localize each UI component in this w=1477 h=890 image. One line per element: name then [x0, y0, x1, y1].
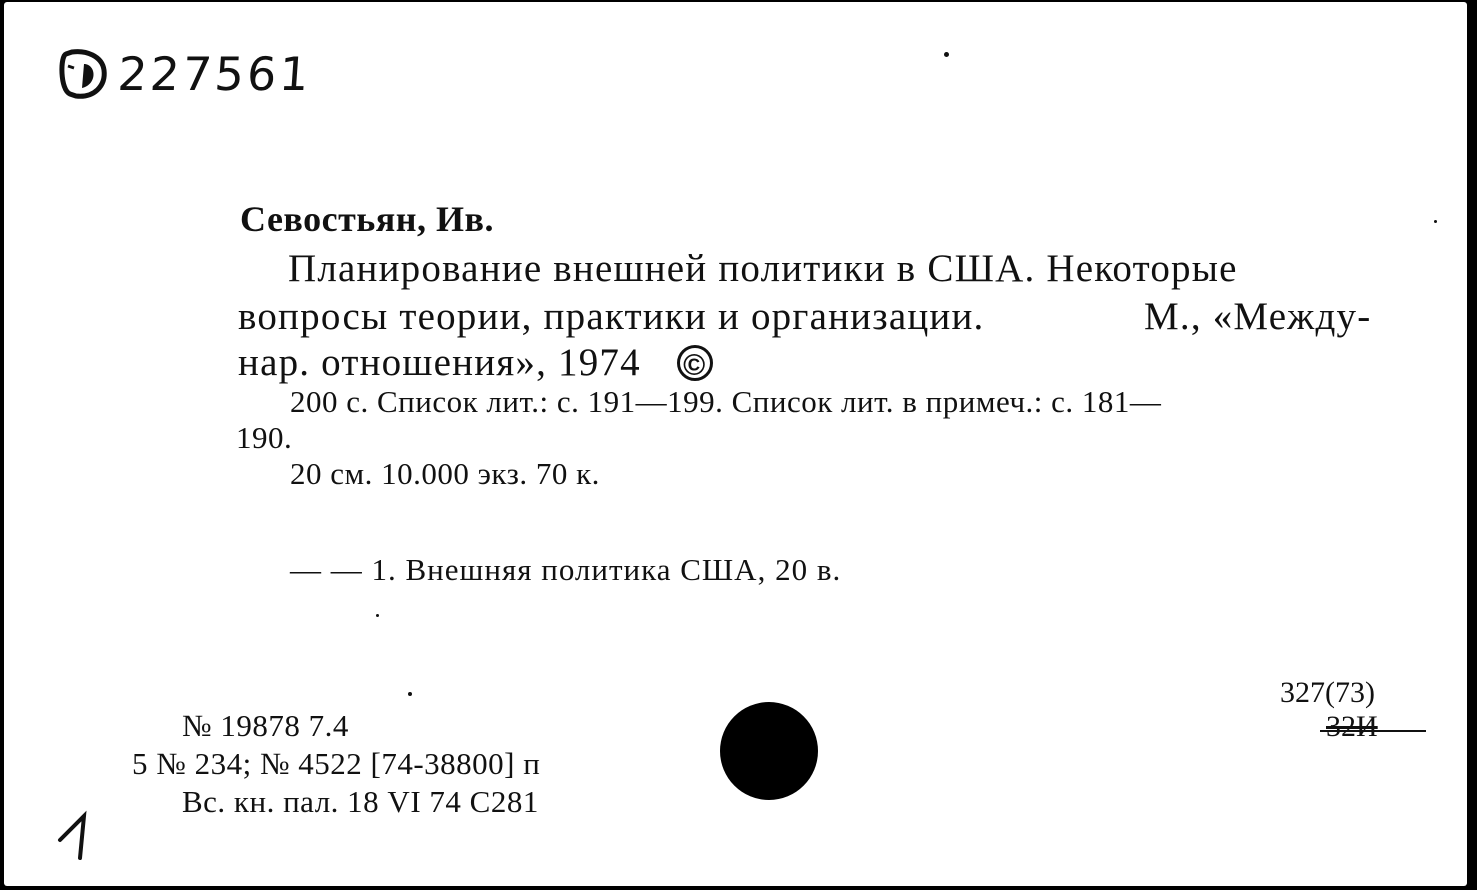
call-number-mark: [56, 46, 312, 102]
speck: [376, 614, 379, 617]
subject-heading: — — 1. Внешняя политика США, 20 в.: [290, 552, 842, 587]
registration-line-3: Вс. кн. пал. 18 VI 74 С281: [182, 784, 539, 819]
tally-mark: [54, 810, 100, 867]
collation-line-2: 190.: [236, 420, 293, 455]
registration-line-1: № 19878 7.4: [182, 708, 349, 743]
handwritten-one-icon: [54, 810, 100, 862]
catalog-card: [4, 2, 1467, 886]
classification-struck: 32И: [1326, 710, 1378, 743]
copyright-icon: ©: [677, 345, 713, 381]
punch-hole: [720, 702, 818, 800]
title-line-1: Планирование внешней политики в США. Некоторые: [288, 247, 1238, 290]
publisher-fragment: М., «Между-: [1144, 295, 1372, 338]
call-number: 227561: [116, 47, 314, 101]
title-line-3: [238, 340, 713, 385]
strike-line: [1320, 730, 1426, 732]
collation-line-3: 20 см. 10.000 экз. 70 к.: [290, 456, 600, 491]
title-line-2: [238, 294, 1372, 339]
author-heading: Севостьян, Ив.: [240, 199, 494, 239]
speck: [1434, 220, 1437, 223]
title-line-3-text: нар. отношения», 1974: [238, 341, 641, 384]
library-stamp-icon: [56, 46, 110, 102]
speck: [944, 52, 949, 57]
speck: [408, 692, 412, 696]
collation-line-1: 200 с. Список лит.: с. 191—199. Список лит. в примеч.: с. 181—: [290, 384, 1162, 419]
title-line-2-text: вопросы теории, практики и организации.: [238, 295, 985, 338]
classification-current: 327(73): [1280, 676, 1375, 709]
registration-line-2: 5 № 234; № 4522 [74-38800] п: [132, 746, 541, 781]
